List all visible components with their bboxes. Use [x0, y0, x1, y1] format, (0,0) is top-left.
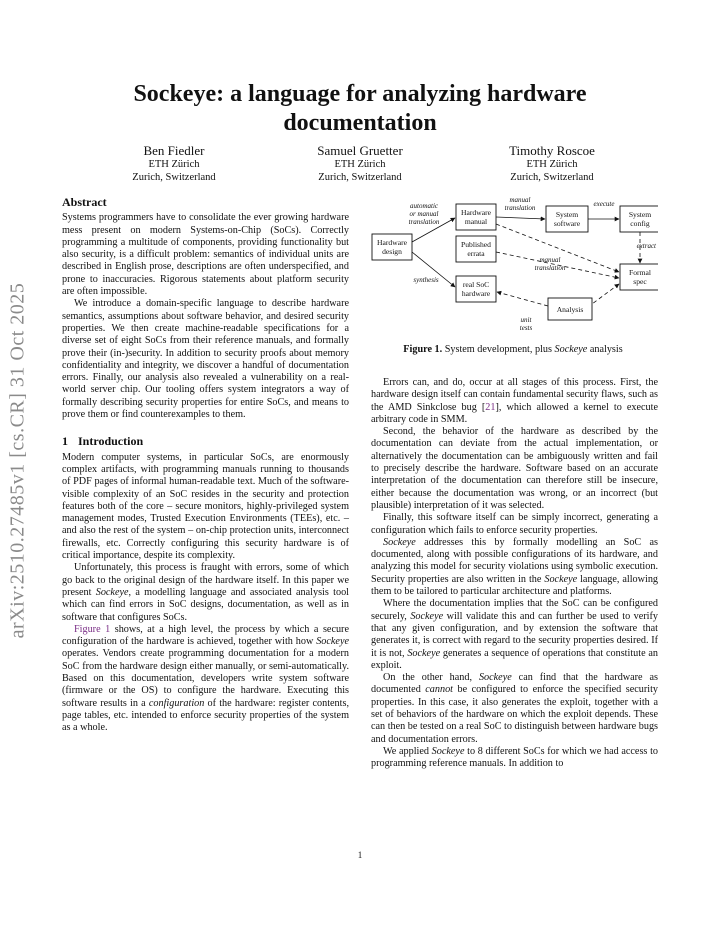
label-real-soc-hardware: real SoC hardware [461, 280, 491, 298]
section-number: 1 [62, 434, 68, 449]
abstract-heading: Abstract [62, 195, 107, 209]
right-paragraph-5: Where the documentation implies that the SoC can be configured securely, Sockeye will validate this and can further be used to verify that any given configuration, and by extension the software that generates it, is correct with regard to the security properties desired. If it is not, Sockeye generates a sequence of operations that constitute an exploit. [371, 598, 658, 671]
author-affiliation: ETH Zürich [148, 159, 200, 170]
edge-label-automatic-translation: automatic or manual translation [408, 202, 440, 226]
right-paragraph-4: Sockeye addresses this by formally modelling an SoC as documented, along with possible configurations of its hardware, and analyzing this model for security violations using symbolic execution. Security properties are also written in the Sockeye language, allowing them to be tailored to particular architecture and platforms. [371, 536, 659, 598]
label-hardware-manual: Hardware manual [461, 208, 491, 226]
label-hardware-design: Hardware design [377, 238, 407, 256]
author-affiliation: ETH Zürich [526, 159, 578, 170]
right-paragraph-6: On the other hand, Sockeye can find that the hardware as documented cannot be configured to enforce the specified security properties. In this case, it also generates the exploit, together with a set of behaviors of the hardware on which the exploit depends. These can then be tested on a real SoC to distinguish between hardware bugs and documentation errors. [371, 672, 659, 745]
abstract-paragraph-2: We introduce a domain-specific language to describe hardware semantics, assumptions about software behavior, and desired security properties. We then create machine-readable specifications for a diverse set of eight SoCs from their reference manuals, and formally prove their (in-)security. In addition to security proofs about memory confidentiality and integrity, we discover a handful of documentation errors. Finally, our analysis also revealed a vulnerability on a real-world server chip. Our tooling offers system integrators a way of formally describing security properties for entire SoCs, and means to prove them or find counterexamples to them. [62, 298, 349, 421]
label-analysis: Analysis [556, 305, 584, 314]
section-heading-introduction [62, 435, 349, 447]
edge-label-extract: extract [636, 242, 656, 250]
arrow-spec-to-analysis [592, 284, 619, 304]
page-number: 1 [357, 850, 363, 860]
label-system-software: System software [553, 210, 581, 228]
right-paragraph-3: Finally, this software itself can be simply incorrect, generating a configuration which fails to enforce security properties. [371, 512, 658, 536]
figure-1-diagram [368, 194, 658, 344]
right-column [371, 377, 658, 771]
right-paragraph-1: Errors can, and do, occur at all stages of this process. First, the hardware design itself can contain fundamental security flaws, such as the AMD Sinkclose bug [21], which allowed a kernel to execute arbitrary code in SMM. [371, 377, 659, 425]
author-2 [270, 144, 450, 184]
right-paragraph-2: Second, the behavior of the hardware as described by the documentation can deviate from the actual implementation, or alternatively the documentation can be ambiguously written and fail to precisely describe the hardware. Software based on an accurate interpretation of the documentation can therefore still be insecure, either because the documentation was wrong, or an incorrect (but plausible) interpretation of it was selected. [371, 426, 658, 511]
label-system-config: System config [628, 210, 652, 228]
label-published-errata: Published errata [461, 240, 491, 258]
author-location: Zurich, Switzerland [318, 172, 402, 183]
author-1 [84, 144, 264, 184]
right-paragraph-7: We applied Sockeye to 8 different SoCs for which we had access to programming reference manuals. In addition to [371, 745, 658, 770]
author-name: Timothy Roscoe [509, 143, 595, 158]
edge-label-manual-translation-top: manual translation [504, 196, 536, 212]
section-title: Introduction [78, 434, 144, 449]
author-name: Samuel Gruetter [317, 143, 403, 158]
paper-title: Sockeye: a language for analyzing hardware documentation [133, 81, 587, 136]
author-location: Zurich, Switzerland [132, 172, 216, 183]
figure-1-link[interactable]: Figure 1 [74, 623, 111, 635]
arrow-analysis-to-soc [497, 292, 548, 306]
arxiv-stamp [4, 250, 32, 670]
citation-link[interactable]: 21 [485, 401, 496, 413]
abstract-paragraph-1: Systems programmers have to consolidate the ever growing hardware mess present on modern Systems-on-Chip (SoCs). Correctly programming a multitude of components, providing functionality but also security, is a difficult problem: semantics of individual units are described in English prose, descriptions are often underspecified, and prone to inaccuracies. Rigorous statements about platform security are often impossible. [62, 212, 349, 298]
edge-label-manual-translation-mid: manual translation [534, 256, 566, 272]
intro-paragraph-1: Modern computer systems, in particular SoCs, are enormously complex artifacts, with programming manuals running to thousands of PDF pages of informal human-readable text. Much of the software-visible complexity of an SoC resides in the security and protection features both of the core – secure monitors, highly-privileged system management modes, Trusted Execution Environments (TEEs), etc. – and also the rest of the system – on-chip protection units, interconnect firewalls, etc. Correctly configuring this security hardware is of critical importance, despite its complexity. [62, 451, 349, 562]
author-location: Zurich, Switzerland [510, 172, 594, 183]
author-affiliation: ETH Zürich [334, 159, 386, 170]
label-formal-spec: Formal spec [629, 268, 651, 286]
arxiv-stamp-text: arXiv:2510.27485v1 [cs.CR] 31 Oct 2025 [6, 282, 29, 638]
intro-paragraph-2: Unfortunately, this process is fraught with errors, some of which go back to the original design of the hardware itself. In this paper we present Sockeye, a modelling language and associated analysis tool which can find errors in SoC designs, documentation, as well as in software that configures SoCs. [62, 562, 349, 623]
arrow-manual-to-software [496, 217, 545, 219]
author-3 [462, 144, 642, 184]
author-name: Ben Fiedler [143, 143, 205, 158]
edge-label-execute: execute [593, 200, 615, 208]
edge-label-unit-tests: unit tests [519, 316, 533, 332]
intro-paragraph-3: Figure 1 shows, at a high level, the process by which a secure configuration of the hardware is achieved, together with how Sockeye operates. Vendors create programming documentation for a modern SoC from the hardware design either manually, or semi-automatically. Based on this documentation, developers write system software (firmware or the OS) to configure the hardware. Executing this software results in a configuration of the hardware: register contents, page tables, etc. intended to enforce security properties of the system as a whole. [62, 623, 349, 734]
left-column [62, 196, 349, 734]
figure-1-caption: Figure 1. System development, plus Sockeye analysis [403, 344, 623, 355]
edge-label-synthesis: synthesis [413, 276, 439, 284]
